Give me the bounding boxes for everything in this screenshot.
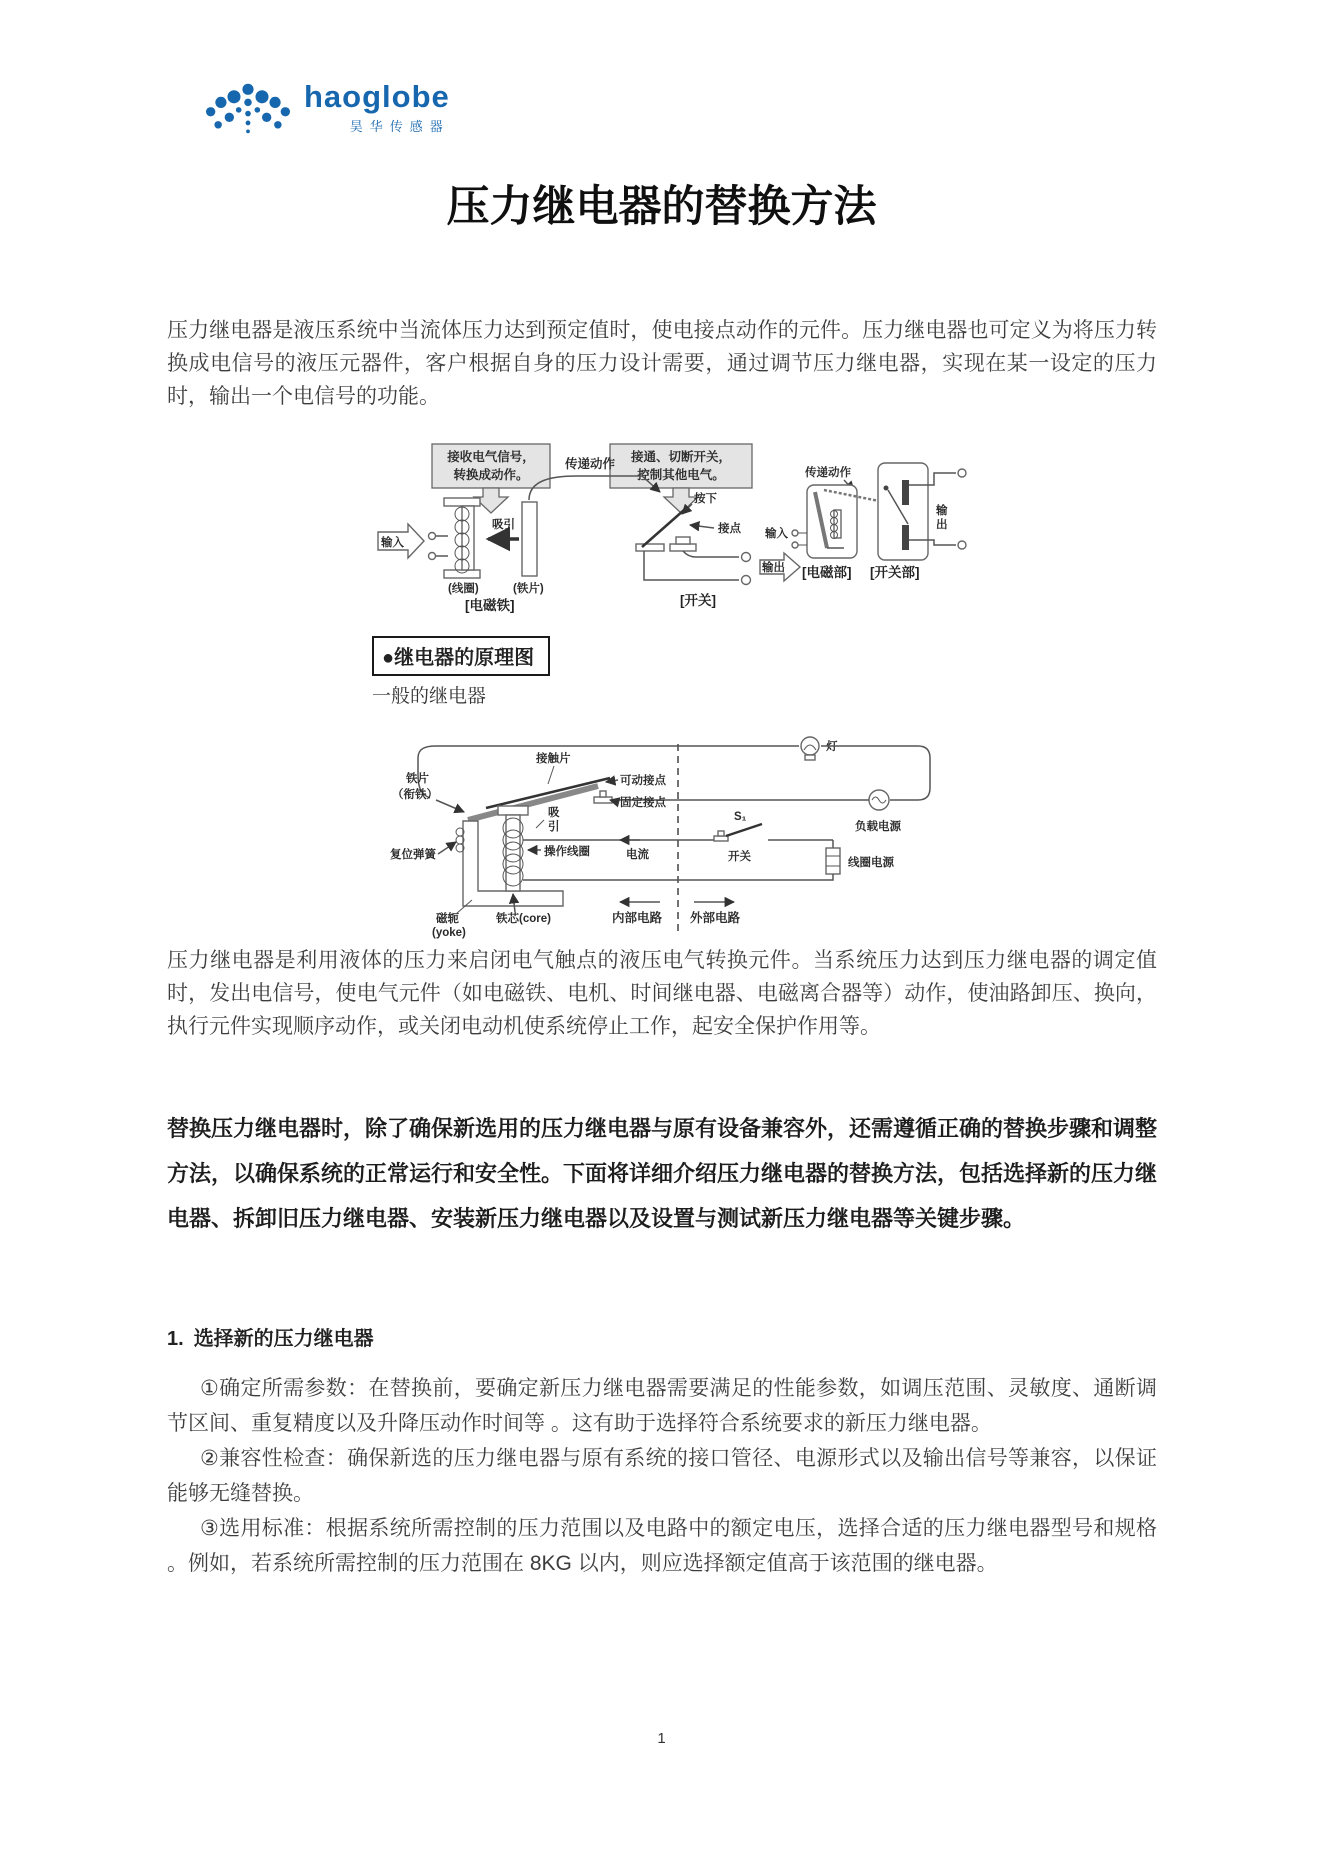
output-label: 输出: [762, 562, 785, 574]
coil-power-label: 线圈电源: [848, 857, 894, 869]
page-number: 1: [657, 1730, 666, 1747]
core-label: 铁芯(core): [496, 913, 551, 925]
logo-brand-name: haoglobe: [304, 79, 450, 114]
movable-contact-label: 可动接点: [620, 775, 666, 787]
attract-label1: 吸: [548, 807, 560, 819]
list-item: ②兼容性检查：确保新选的压力继电器与原有系统的接口管径、电源形式以及输出信号等兼容，以保证能够无缝替换。: [167, 1447, 1157, 1505]
output-right-label2: 出: [936, 519, 948, 531]
lamp-label: 灯: [826, 741, 838, 753]
electromagnet-part-label: [电磁部]: [802, 565, 852, 580]
callout-right-line2: 控制其他电气。: [637, 468, 725, 482]
electromagnet-label: [电磁铁]: [465, 598, 515, 613]
callout-left-line2: 转换成动作。: [453, 468, 529, 482]
figure-caption-box: ●继电器的原理图: [372, 636, 550, 676]
current-label: 电流: [626, 849, 649, 861]
internal-circuit-label: 内部电路: [612, 911, 663, 925]
iron-piece-label2: （衔铁）: [392, 789, 438, 801]
reset-spring-label: 复位弹簧: [390, 849, 436, 861]
section-items: [167, 1371, 1157, 1581]
down-arrow-icon: [664, 488, 698, 513]
yoke-label-cn: 磁轭: [436, 913, 459, 925]
switch-symbol: [636, 504, 751, 585]
switch-label: 开关: [728, 851, 751, 863]
iron-piece-label: 铁片: [406, 773, 429, 785]
external-circuit-label: 外部电路: [690, 911, 741, 925]
contact-strip-label: 接触片: [536, 753, 571, 765]
logo-text: [304, 80, 450, 135]
callout-left-line1: 接收电气信号，: [447, 450, 535, 464]
intro-paragraph: 压力继电器是液压系统中当流体压力达到预定值时，使电接点动作的元件。压力继电器也可定义为将压力转换成电信号的液压元器件，客户根据自身的压力设计需要，通过调节压力继电器，实现在某一设定的压力时，输出一个电信号的功能。: [167, 319, 1157, 408]
input2-label: 输入: [765, 528, 788, 540]
input-label: 输入: [381, 537, 404, 549]
s1-label: S₁: [734, 811, 747, 823]
switch-part-unit: [878, 463, 966, 560]
attract-label: 吸引: [492, 519, 515, 531]
company-logo: [198, 80, 450, 136]
iron-piece-bar: [522, 502, 537, 576]
transfer-action-label: 传递动作: [565, 457, 616, 471]
load-power-source-symbol: [869, 790, 889, 810]
lamp-symbol: [801, 737, 819, 760]
switch-label: [开关]: [680, 593, 716, 608]
operating-coil-symbol: [498, 806, 528, 891]
section-heading: [167, 1322, 374, 1351]
section-heading-text: 选择新的压力继电器: [193, 1328, 374, 1350]
body-paragraph: 压力继电器是利用液体的压力来启闭电气触点的液压电气转换元件。当系统压力达到压力继电器的调定值时，发出电信号，使电气元件（如电磁铁、电机、时间继电器、电磁离合器等）动作，使油路卸压、换向，执行元件实现顺序动作，或关闭电动机使系统停止工作，起安全保护作用等。: [167, 949, 1157, 1038]
logo-mark-icon: [198, 80, 298, 136]
fixed-contact-label: 固定接点: [620, 797, 666, 809]
fixed-contact-symbol: [594, 791, 612, 803]
iron-piece-label: (铁片): [513, 583, 544, 595]
relay-flow-diagram: [372, 440, 972, 625]
callout-right-line1: 接通、切断开关，: [630, 450, 732, 464]
section-number: 1.: [167, 1328, 184, 1350]
press-down-label: 按下: [694, 493, 717, 505]
contact-label: 接点: [718, 523, 741, 535]
electromagnet-coil: [444, 498, 480, 578]
logo-subtitle: 昊华传感器: [349, 119, 450, 134]
list-item: ①确定所需参数：在替换前，要确定新压力继电器需要满足的性能参数，如调压范围、灵敏度、通断调节区间、重复精度以及升降压动作时间等 。这有助于选择符合系统要求的新压力继电器。: [167, 1377, 1157, 1435]
load-power-label: 负载电源: [855, 821, 901, 833]
figure-caption-sub: 一般的继电器: [372, 686, 487, 707]
transfer-action2-label: 传递动作: [805, 467, 851, 479]
emphasis-paragraph: 替换压力继电器时，除了确保新选用的压力继电器与原有设备兼容外，还需遵循正确的替换步骤和调整方法，以确保系统的正常运行和安全性。下面将详细介绍压力继电器的替换方法，包括选择新的压力继电器、拆卸旧压力继电器、安装新压力继电器以及设置与测试新压力继电器等关键步骤。: [167, 1116, 1158, 1231]
coil-label: (线圈): [448, 583, 479, 595]
page-title: 压力继电器的替换方法: [446, 184, 877, 231]
switch-part-label: [开关部]: [870, 565, 920, 580]
attract-label2: 引: [548, 821, 560, 833]
yoke-label-en: (yoke): [432, 927, 466, 939]
coil-power-source-symbol: [826, 848, 840, 874]
output-right-label1: 输: [936, 505, 948, 517]
operating-coil-label: 操作线圈: [544, 846, 590, 858]
s1-switch-symbol: [714, 824, 833, 841]
list-item: ③选用标准：根据系统所需控制的压力范围以及电路中的额定电压，选择合适的压力继电器型号和规格 。例如，若系统所需控制的压力范围在 8KG 以内，则应选择额定值高于该范围的继电器。: [167, 1517, 1157, 1575]
relay-principle-diagram: [378, 736, 978, 946]
